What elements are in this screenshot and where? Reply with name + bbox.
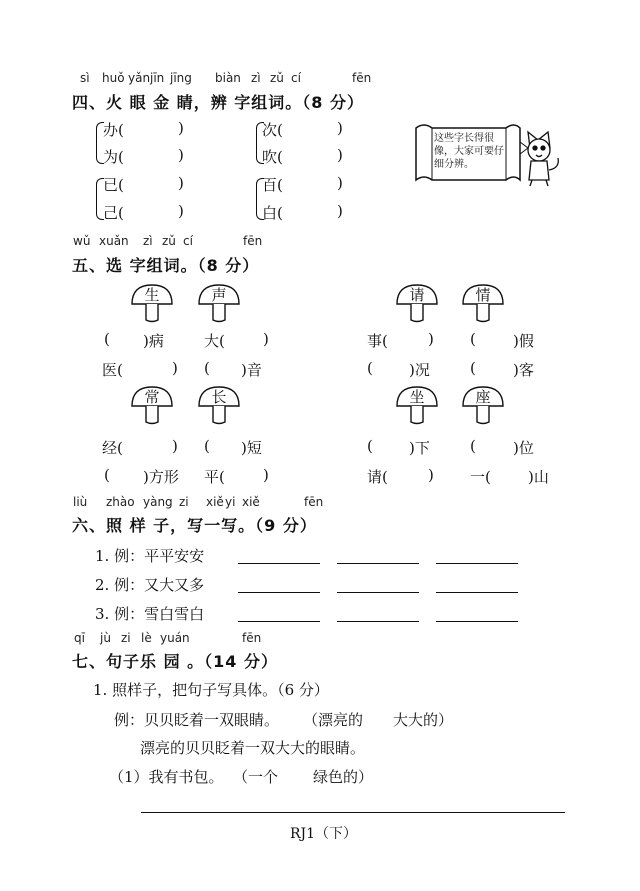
- example-item: 1. 例：平平安安: [95, 547, 205, 565]
- section-heading: 四、火 眼 金 睛，辨 字组词。（8 分）: [72, 93, 364, 112]
- section-heading: 七、句子乐 园 。（14 分）: [72, 652, 278, 671]
- pinyin: qī: [74, 631, 85, 645]
- mushroom-char: 座: [475, 388, 491, 406]
- section-heading: 六、照 样 子，写一写。（9 分）: [72, 516, 317, 535]
- mushroom-char: 请: [409, 286, 425, 304]
- pinyin: zi: [121, 631, 131, 645]
- mushroom-char: 生: [144, 286, 160, 304]
- example-answer: 漂亮的贝贝眨着一双大大的眼睛。: [140, 739, 366, 757]
- pinyin: jù: [100, 631, 111, 645]
- pinyin: fēn: [352, 71, 372, 85]
- pinyin: fēn: [304, 495, 324, 509]
- pinyin: yi: [225, 495, 236, 509]
- mushroom-char: 长: [211, 388, 227, 406]
- pinyin: liù: [73, 495, 88, 509]
- pinyin: sì: [80, 71, 90, 85]
- footer-rule: [141, 812, 565, 813]
- answer-line[interactable]: [337, 563, 419, 564]
- pinyin: jīng: [170, 71, 192, 85]
- answer-line[interactable]: [436, 621, 518, 622]
- scroll-note: 这些字长得很像，大家可要仔细分辨。: [434, 133, 504, 170]
- mushroom-char: 声: [211, 286, 227, 304]
- answer-line[interactable]: [238, 621, 320, 622]
- pinyin: biàn: [215, 71, 241, 85]
- pinyin: jīn: [150, 71, 165, 85]
- section-heading: 五、选 字组词。（8 分）: [72, 256, 260, 275]
- answer-line[interactable]: [238, 592, 320, 593]
- pinyin: wǔ: [73, 234, 91, 248]
- pinyin: cí: [183, 234, 193, 248]
- pinyin: xuǎn: [99, 234, 129, 248]
- pinyin: xiě: [242, 495, 260, 509]
- pinyin: fēn: [243, 234, 263, 248]
- answer-line[interactable]: [436, 563, 518, 564]
- pinyin: yuán: [160, 631, 190, 645]
- cat-icon: [528, 132, 558, 186]
- pinyin: fēn: [242, 631, 262, 645]
- mushroom-char: 情: [475, 286, 491, 304]
- answer-line[interactable]: [238, 563, 320, 564]
- pinyin: zǔ: [162, 234, 176, 248]
- pinyin: zì: [143, 234, 153, 248]
- pinyin: zi: [179, 495, 189, 509]
- mushroom-char: 常: [144, 388, 160, 406]
- example-item: 2. 例：又大又多: [95, 576, 205, 594]
- answer-line[interactable]: [436, 592, 518, 593]
- pinyin: xiě: [206, 495, 224, 509]
- pinyin: yàng: [143, 495, 173, 509]
- question-label: 1. 照样子，把句子写具体。（6 分）: [93, 681, 329, 699]
- pinyin: zì: [251, 71, 261, 85]
- example-item: 3. 例：雪白雪白: [95, 605, 205, 623]
- pinyin: zǔ: [270, 71, 284, 85]
- footer-label: RJ1（下）: [290, 826, 358, 842]
- pinyin: yǎn: [128, 71, 151, 85]
- pinyin: cí: [291, 71, 301, 85]
- answer-line[interactable]: [337, 592, 419, 593]
- practice-item: （1）我有书包。: [109, 768, 224, 786]
- example-sentence: 例：贝贝眨着一双眼睛。: [114, 711, 280, 729]
- pinyin: lè: [141, 631, 152, 645]
- pinyin: huǒ: [102, 71, 125, 85]
- pinyin: zhào: [106, 495, 135, 509]
- answer-line[interactable]: [337, 621, 419, 622]
- mushroom-char: 坐: [409, 388, 425, 406]
